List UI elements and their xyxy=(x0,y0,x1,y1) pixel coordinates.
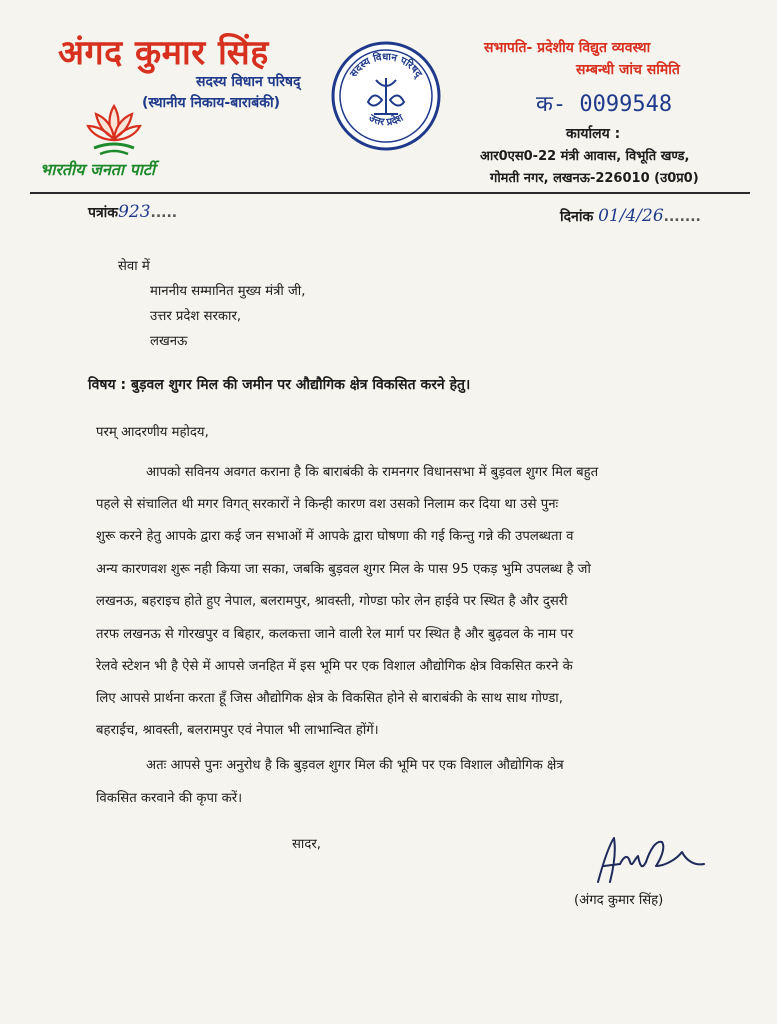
letter-number-value: 923 xyxy=(118,202,151,222)
body-line: बहराईच, श्रावस्ती, बलरामपुर एवं नेपाल भी लाभान्वित होंगें। xyxy=(96,723,379,738)
chair-title: सभापति- प्रदेशीय विद्युत व्यवस्था xyxy=(484,40,651,56)
letterhead-designation: सदस्य विधान परिषद् xyxy=(196,74,301,90)
subject-line: विषय : बुड़वल शुगर मिल की जमीन पर औद्यौगिक क्षेत्र विकसित करने हेतु। xyxy=(88,377,471,393)
body-line: अन्य कारणवश शुरू नही किया जा सका, जबकि बुड़वल शुगर मिल के पास 95 एकड़ भुमि उपलब्ध है जो xyxy=(96,562,591,577)
body-line: विकसित करवाने की कृपा करें। xyxy=(96,791,243,806)
letterhead-name: अंगद कुमार सिंह xyxy=(58,33,269,73)
letter-number-label: पत्रांक xyxy=(88,205,119,221)
body-line: लिए आपसे प्रार्थना करता हूँ जिस औद्योगिक क्षेत्र के विकसित होने से बाराबंकी के साथ साथ गोण्डा, xyxy=(96,691,563,706)
body-line: शुरू करने हेतु आपके द्वारा कई जन सभाओं में आपके द्वारा घोषणा की गई किन्तु गन्ने की उपलब्धता व xyxy=(96,529,574,544)
letter-number: पत्रांक923..... xyxy=(88,202,178,222)
date-label: दिनांक xyxy=(560,209,594,225)
body-line: अतः आपसे पुनः अनुरोध है कि बुड़वल शुगर मिल की भूमि पर एक विशाल औद्योगिक क्षेत्र xyxy=(146,758,564,773)
seal-top-text: सदस्य विधान परिषद् xyxy=(348,51,424,80)
salutation: परम् आदरणीय महोदय, xyxy=(96,425,209,440)
letter-date: दिनांक 01/4/26....... xyxy=(560,206,701,226)
date-value: 01/4/26 xyxy=(598,206,664,226)
handwritten-signature xyxy=(590,826,710,892)
letterhead-constituency: (स्थानीय निकाय-बाराबंकी) xyxy=(142,95,280,111)
closing: सादर, xyxy=(292,837,321,852)
recipient-line: लखनऊ xyxy=(150,334,188,349)
body-line: आपको सविनय अवगत कराना है कि बाराबंकी के रामनगर विधानसभा में बुड़वल शुगर मिल बहुत xyxy=(146,465,599,480)
recipient-line: सेवा में xyxy=(118,259,150,274)
recipient-line: उत्तर प्रदेश सरकार, xyxy=(150,309,242,324)
party-name: भारतीय जनता पार्टी xyxy=(40,160,156,179)
recipient-line: माननीय सम्मानित मुख्य मंत्री जी, xyxy=(150,284,306,299)
body-line: लखनऊ, बहराइच होते हुए नेपाल, बलरामपुर, श्रावस्ती, गोण्डा फोर लेन हाईवे पर स्थित है और दुसरी xyxy=(96,594,568,609)
address-line-1: आर0एस0-22 मंत्री आवास, विभूति खण्ड, xyxy=(480,149,690,164)
lotus-logo-icon xyxy=(80,92,148,160)
seal-bottom-text: उत्तर प्रदेश xyxy=(366,112,406,129)
body-line: रेलवे स्टेशन भी है ऐसे में आपसे जनहित में इस भूमि पर एक विशाल औद्योगिक क्षेत्र विकसित करने के xyxy=(96,659,573,674)
office-label: कार्यालय : xyxy=(566,126,621,142)
address-line-2: गोमती नगर, लखनऊ-226010 (उ0प्र0) xyxy=(490,171,699,186)
signatory-name: (अंगद कुमार सिंह) xyxy=(574,893,664,908)
header-divider xyxy=(30,192,750,194)
state-seal-icon xyxy=(330,40,442,152)
body-line: तरफ लखनऊ से गोरखपुर व बिहार, कलकत्ता जाने वाली रेल मार्ग पर स्थित है और बुढ़वल के नाम पर xyxy=(96,627,574,642)
committee-name: सम्बन्धी जांच समिति xyxy=(576,62,680,78)
body-line: पहले से संचालित थी मगर विगत् सरकारों ने किन्ही कारण वश उसको निलाम कर दिया था उसे पुनः xyxy=(96,497,559,512)
serial-number: क- 0099548 xyxy=(536,92,673,117)
